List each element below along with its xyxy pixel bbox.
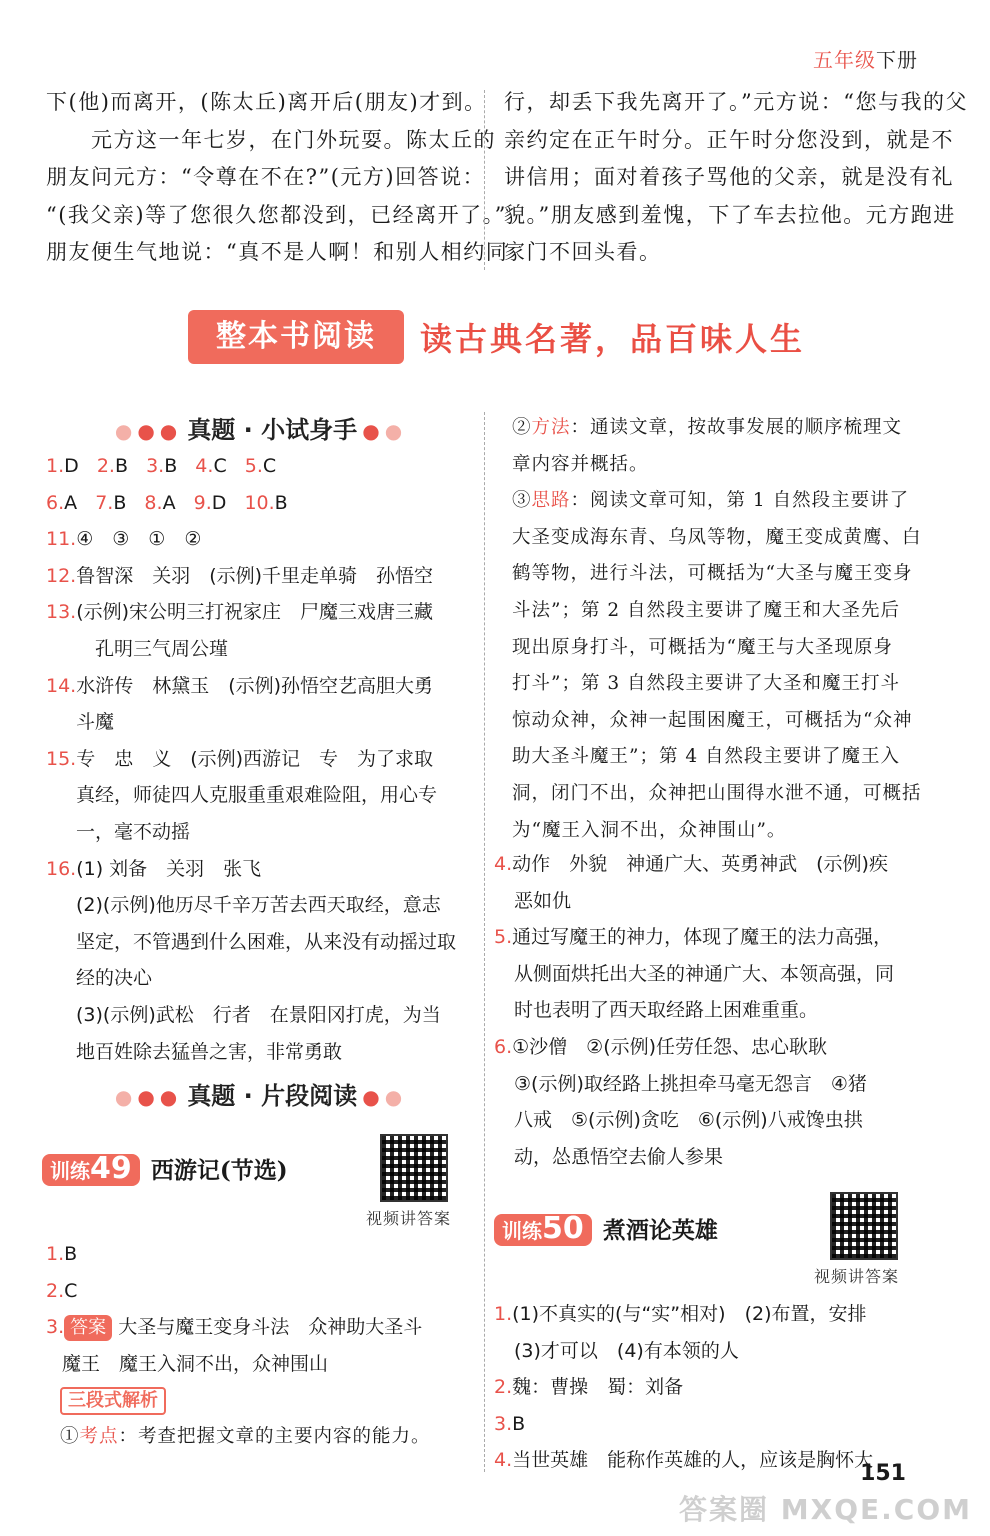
- training-title: 西游记(节选): [150, 1157, 288, 1184]
- answer-text: (3)(示例)武松 行者 在景阳冈打虎，为当: [76, 1003, 441, 1026]
- text-line: 元方这一年七岁，在门外玩耍。陈太丘的: [46, 127, 496, 152]
- text-line: 行，却丢下我先离开了。”元方说：“您与我的父: [504, 90, 968, 114]
- answer-line: [494, 919, 894, 956]
- banner-slogan: 读古典名著，品百味人生: [420, 320, 806, 358]
- answer-text: 地百姓除去猛兽之害，非常勇敢: [76, 1040, 343, 1063]
- answer-value: D: [64, 455, 79, 477]
- answer-number: 6.: [494, 1035, 513, 1058]
- method-text: 章内容并概括。: [512, 453, 649, 475]
- answer-line: [494, 1102, 894, 1139]
- answer-text: 斗魔: [76, 711, 115, 734]
- answer-text: 坚定，不管遇到什么困难，从来没有动摇过取: [76, 930, 457, 953]
- answer-number: 3.: [146, 455, 165, 477]
- answer-label: 答案: [64, 1315, 112, 1341]
- answer-text: (示例)宋公明三打祝家庄 尸魔三戏唐三藏: [76, 601, 434, 624]
- answer-number: 1.: [494, 1303, 513, 1325]
- answer-number: 7.: [95, 491, 114, 514]
- idea-text: 洞，闭门不出，众神把山围得水泄不通，可概括: [512, 782, 922, 804]
- decor-dots-icon: ●●: [362, 1085, 408, 1109]
- answer-number: 2.: [46, 1279, 65, 1302]
- idea-text: 为“魔王入洞不出，众神围山”。: [512, 819, 787, 841]
- answer-number: 16.: [46, 857, 77, 880]
- training-header-49: [42, 1152, 288, 1186]
- volume-text: 下册: [876, 48, 918, 72]
- answer-number: 2.: [494, 1376, 513, 1399]
- text-line: 朋友便生气地说：“真不是人啊！和别人相约同: [46, 240, 509, 264]
- answer-text: ①沙僧 ②(示例)任劳任怨、忠心耿耿: [512, 1035, 828, 1058]
- analysis-label: 三段式解析: [60, 1387, 166, 1415]
- text-line: “(我父亲)等了您很久您都没到，已经离开了。”: [46, 202, 507, 227]
- idea-text: 斗法”；第 2 自然段主要讲了魔王和大圣先后: [512, 599, 900, 621]
- answer-line: [46, 558, 456, 595]
- answer-value: D: [211, 491, 227, 514]
- training-number: 50: [542, 1211, 584, 1246]
- answer-text: (1) 刘备 关羽 张飞: [76, 857, 262, 880]
- answer-line: [46, 997, 456, 1034]
- answers-block-1: [46, 448, 456, 1070]
- answer-number: 5.: [244, 455, 263, 477]
- answer-number: 2.: [96, 455, 115, 477]
- answer-line: 3. 答案 大圣与魔王变身斗法 众神助大圣斗: [46, 1309, 431, 1346]
- answer-number: 5.: [494, 926, 513, 949]
- training-word: 训练: [502, 1219, 542, 1243]
- grade-label: [813, 44, 918, 73]
- answer-number: 6.: [46, 491, 65, 514]
- answer-line: [46, 814, 456, 851]
- answer-text: B: [512, 1412, 526, 1435]
- idea-line: ③思路：阅读文章可知，第 1 自然段主要讲了: [512, 490, 910, 512]
- top-text-left: [46, 84, 508, 272]
- decor-dots-icon: ●●: [362, 419, 408, 443]
- answer-value: B: [114, 455, 129, 477]
- idea-text: 打斗”；第 3 自然段主要讲了大圣和魔王打斗: [512, 673, 900, 695]
- qr-code-icon[interactable]: [830, 1192, 898, 1260]
- answer-number: 4.: [494, 853, 513, 875]
- answer-text: 大圣与魔王变身斗法 众神助大圣斗: [118, 1316, 423, 1339]
- answer-number: 8.: [144, 491, 163, 514]
- answer-number: 13.: [46, 601, 77, 624]
- answer-line: [494, 956, 894, 993]
- idea-text: 现出原身打斗，可概括为“魔王与大圣现原身: [512, 636, 893, 658]
- answer-line: [46, 777, 456, 814]
- method-text: ：通读文章，按故事发展的顺序梳理文: [570, 417, 903, 438]
- answer-line: [494, 1406, 873, 1443]
- answer-line: [494, 1066, 894, 1103]
- answer-text: 经的决心: [76, 967, 153, 990]
- answer-line: [494, 1139, 894, 1176]
- answer-line: [46, 924, 456, 961]
- answer-text: 动，怂恿悟空去偷人参果: [514, 1145, 724, 1168]
- section-title-1: [96, 410, 426, 445]
- qr-caption: 视频讲答案: [366, 1209, 452, 1228]
- point-label: 考点: [79, 1425, 119, 1447]
- text-line: 家门不回头看。: [504, 240, 662, 264]
- answer-number: 1.: [46, 455, 65, 477]
- answer-text: 魏：曹操 蜀：刘备: [512, 1376, 684, 1399]
- answer-number: 9.: [193, 491, 212, 514]
- answer-text: ④ ③ ① ②: [76, 528, 202, 551]
- training-50-answers: [494, 1296, 873, 1479]
- answer-line: [494, 883, 894, 920]
- answer-text: 通过写魔王的神力，体现了魔王的法力高强，: [512, 926, 893, 949]
- text-line: 貌。”朋友感到羞愧，下了车去拉他。元方跑进: [504, 202, 956, 227]
- answer-text: 从侧面烘托出大圣的神通广大、本领高强，同: [514, 962, 895, 985]
- answer-text: 孔明三气周公瑾: [76, 637, 229, 660]
- answer-number: 1.: [46, 1243, 65, 1265]
- answer-value: C: [262, 455, 277, 477]
- idea-text: 惊动众神，众神一起围困魔王，可概括为“众神: [512, 709, 913, 731]
- training-badge: [494, 1211, 592, 1246]
- point-line: ①考点：考查把握文章的主要内容的能力。: [60, 1425, 431, 1447]
- answer-line: [46, 851, 456, 888]
- answer-line: [46, 741, 456, 778]
- text-line: 亲约定在正午时分。正午时分您没到，就是不: [504, 127, 954, 152]
- decor-dots-icon: ●●●: [114, 419, 183, 443]
- answer-number: 11.: [46, 528, 77, 551]
- answer-text: 当世英雄 能称作英雄的人，应该是胸怀大: [512, 1449, 874, 1472]
- answer-text: B: [64, 1243, 78, 1265]
- answer-text: 八戒 ⑤(示例)贪吃 ⑥(示例)八戒馋虫拱: [514, 1109, 863, 1132]
- answer-text: 一，毫不动摇: [76, 820, 191, 843]
- answer-number: 15.: [46, 747, 77, 770]
- text-line: 下(他)而离开，(陈太丘)离开后(朋友)才到。: [46, 90, 487, 114]
- training-49-answers: [46, 1236, 431, 1456]
- column-divider: [484, 412, 485, 1472]
- text-line: 朋友问元方：“令尊在不在?”(元方)回答说：: [46, 165, 486, 189]
- answer-number: 4.: [195, 455, 214, 477]
- answer-text: C: [64, 1279, 78, 1302]
- answer-text: 时也表明了西天取经路上困难重重。: [514, 999, 819, 1022]
- top-text-right: [504, 84, 968, 272]
- page-number: 151: [860, 1461, 906, 1486]
- idea-label: 思路: [531, 490, 571, 512]
- idea-text: 大圣变成海东青、乌凤等物，魔王变成黄鹰、白: [512, 526, 922, 548]
- answer-line: [494, 1442, 873, 1479]
- column-divider: [484, 90, 485, 270]
- answer-text: 魔王 魔王入洞不出，众神围山: [62, 1352, 329, 1375]
- answer-value: B: [113, 491, 127, 514]
- answer-line: [46, 887, 456, 924]
- training-badge: [42, 1151, 140, 1186]
- answer-line: [46, 521, 456, 558]
- answer-row: [46, 448, 456, 485]
- answer-value: B: [164, 455, 178, 477]
- answer-line: [46, 631, 456, 668]
- training-title: 煮酒论英雄: [602, 1217, 718, 1244]
- answer-number: 4.: [494, 1449, 513, 1472]
- answer-text: 恶如仇: [514, 889, 572, 912]
- qr-caption: 视频讲答案: [814, 1267, 900, 1286]
- method-line: ②方法：通读文章，按故事发展的顺序梳理文: [512, 417, 903, 438]
- answer-line: [46, 704, 456, 741]
- answer-line: [494, 1369, 873, 1406]
- answer-text: 鲁智深 关羽 (示例)千里走单骑 孙悟空: [76, 564, 434, 587]
- answer-value: A: [64, 491, 78, 514]
- training-header-50: [494, 1212, 718, 1246]
- point-text: 考查把握文章的主要内容的能力。: [138, 1425, 431, 1447]
- answer-text: 真经，师徒四人克服重重艰难险阻，用心专: [76, 784, 438, 807]
- answer-row: [46, 485, 456, 522]
- answer-text: 动作 外貌 神通广大、英勇神武 (示例)疾: [512, 853, 888, 875]
- answer-line: [494, 1029, 894, 1066]
- answer-text: (3)才可以 (4)有本领的人: [514, 1339, 739, 1362]
- grade-text: 五年级: [813, 48, 876, 72]
- section-title-text: 真题 · 小试身手: [187, 416, 358, 444]
- training-number: 49: [90, 1151, 132, 1186]
- answer-value: C: [213, 455, 227, 477]
- banner-title: 整本书阅读: [188, 310, 404, 364]
- answer-line: [494, 992, 894, 1029]
- answer-value: B: [274, 491, 288, 514]
- right-column-answers: [494, 846, 894, 1175]
- training-word: 训练: [50, 1159, 90, 1183]
- answer-value: A: [162, 491, 176, 514]
- idea-text: 鹤等物，进行斗法，可概括为“大圣与魔王变身: [512, 563, 913, 585]
- answer-number: 14.: [46, 674, 77, 697]
- decor-dots-icon: ●●●: [114, 1085, 183, 1109]
- answer-text: 专 忠 义 (示例)西游记 专 为了求取: [76, 747, 434, 770]
- answer-line: [46, 1236, 431, 1273]
- idea-text: 助大圣斗魔王”；第 4 自然段主要讲了魔王入: [512, 746, 900, 768]
- answer-text: ③(示例)取经路上挑担牵马毫无怨言 ④猪: [514, 1072, 867, 1095]
- answer-number: 12.: [46, 564, 77, 587]
- answer-line: [46, 668, 456, 705]
- section-title-text: 真题 · 片段阅读: [187, 1082, 358, 1110]
- section-title-2: [96, 1076, 426, 1111]
- answer-line: [494, 1296, 873, 1333]
- text-line: 讲信用；面对着孩子骂他的父亲，就是没有礼: [504, 165, 954, 189]
- right-column-analysis: [512, 410, 922, 849]
- answer-number: 3.: [494, 1412, 513, 1435]
- answer-line: [46, 594, 456, 631]
- answer-line: [46, 1273, 431, 1310]
- answer-text: 水浒传 林黛玉 (示例)孙悟空艺高胆大勇: [76, 674, 434, 697]
- analysis-line: [46, 1382, 431, 1419]
- answer-number: 10.: [244, 491, 275, 514]
- answer-text: (2)(示例)他历尽千辛万苦去西天取经，意志: [76, 894, 441, 917]
- answer-text: (1)不真实的(与“实”相对) (2)布置，安排: [512, 1303, 867, 1325]
- idea-text: ：阅读文章可知，第 1 自然段主要讲了: [570, 490, 910, 512]
- answer-line: [46, 1034, 456, 1071]
- answer-line: [494, 1333, 873, 1370]
- qr-code-icon[interactable]: [380, 1134, 448, 1202]
- answer-line: [494, 846, 894, 883]
- answer-line: [46, 1346, 431, 1383]
- answer-line: [46, 960, 456, 997]
- method-label: 方法: [531, 417, 571, 438]
- watermark: 答案圈 MXQE.COM: [679, 1493, 972, 1526]
